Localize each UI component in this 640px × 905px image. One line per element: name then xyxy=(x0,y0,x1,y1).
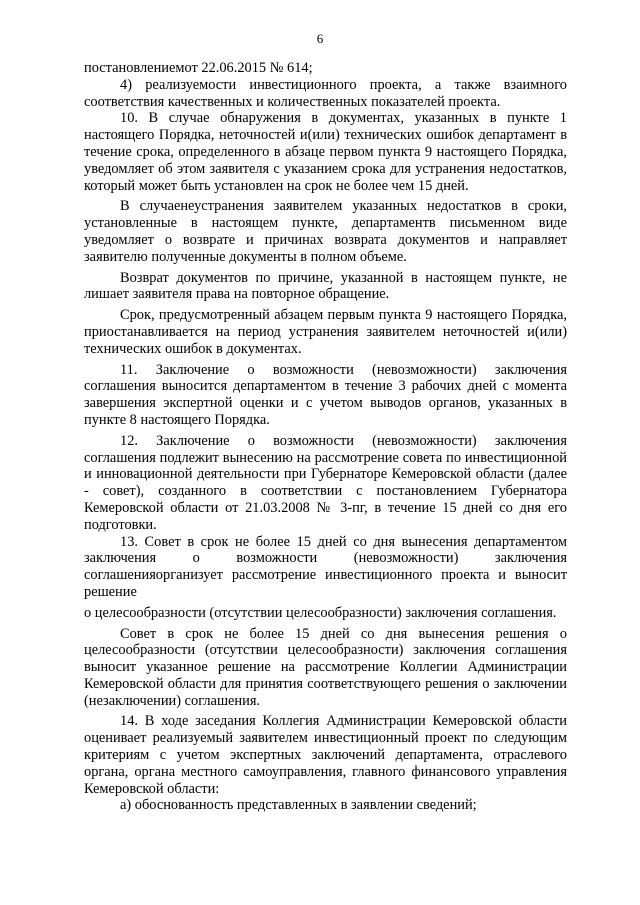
paragraph: 14. В ходе заседания Коллегия Администрации Кемеровской области оценивает реализуемый заявителем инвестиционный проект по следующим критериям с учетом экспертных заключений департамента, отраслевого органа, органа местного самоуправления, главного финансового управления Кемеровской области: xyxy=(84,713,567,797)
paragraph: 13. Совет в срок не более 15 дней со дня вынесения департаментом заключения о возможности (невозможности) заключения соглашенияорганизует рассмотрение инвестиционного проекта и выносит решение xyxy=(84,533,567,600)
paragraph: Срок, предусмотренный абзацем первым пункта 9 настоящего Порядка, приостанавливается на период устранения заявителем неточностей и(или) технических ошибок в документах. xyxy=(84,307,567,357)
paragraph: 4) реализуемости инвестиционного проекта, а также взаимного соответствия качественных и количественных показателей проекта. xyxy=(84,76,567,110)
paragraph: Возврат документов по причине, указанной в настоящем пункте, не лишает заявителя права на повторное обращение. xyxy=(84,269,567,303)
page-number: 6 xyxy=(316,31,324,46)
paragraph: Совет в срок не более 15 дней со дня вынесения решения о целесообразности (отсутствии целесообразности) заключения соглашения выносит указанное решение на рассмотрение Коллегии Администрации Кемеровской области для принятия соответствующего решения о заключении (незаключении) соглашения. xyxy=(84,625,567,709)
document-body xyxy=(84,60,567,814)
paragraph: о целесообразности (отсутствии целесообразности) заключения соглашения. xyxy=(84,604,557,621)
paragraph: постановлениемот 22.06.2015 № 614; xyxy=(84,60,313,76)
paragraph: 11. Заключение о возможности (невозможности) заключения соглашения выносится департаментом в течение 3 рабочих дней с момента завершения экспертной оценки и с учетом выводов органов, указанных в пункте 8 настоящего Порядка. xyxy=(84,361,567,428)
paragraph: 12. Заключение о возможности (невозможности) заключения соглашения подлежит вынесению на рассмотрение совета по инвестиционной и инновационной деятельности при Губернаторе Кемеровской области (далее - совет), созданного в соответствии с постановлением Губернатора Кемеровской области от 21.03.2008 № 3-пг, в течение 15 дней со дня его подготовки. xyxy=(84,432,567,533)
paragraph: 10. В случае обнаружения в документах, указанных в пункте 1 настоящего Порядка, неточностей и(или) технических ошибок департамент в течение срока, определенного в абзаце первом пункта 9 настоящего Порядка, уведомляет об этом заявителя с указанием срока для устранения недостатков, который может быть установлен на срок не более чем 15 дней. xyxy=(84,110,567,194)
paragraph: В случаенеустранения заявителем указанных недостатков в сроки, установленные в настоящем пункте, департаментв письменном виде уведомляет о возврате и причинах возврата документов и направляет заявителю полученные документы в полном объеме. xyxy=(84,198,567,265)
paragraph: а) обоснованность представленных в заявлении сведений; xyxy=(120,797,477,814)
